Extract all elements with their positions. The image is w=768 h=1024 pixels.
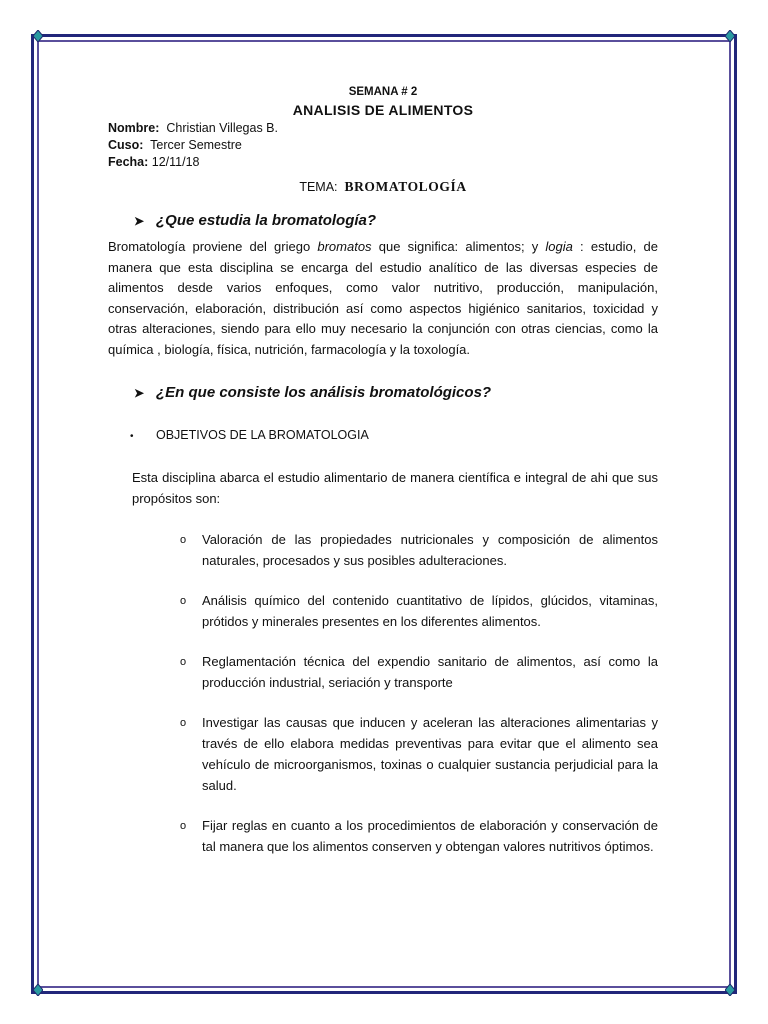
corner-ornament-icon [33, 30, 43, 42]
definition-paragraph [108, 237, 658, 361]
list-item [108, 712, 658, 796]
section-heading-text: ¿Que estudia la bromatología? [156, 212, 377, 229]
date-label: Fecha: [108, 155, 149, 169]
circle-bullet-icon: o [180, 819, 187, 832]
student-info [108, 120, 658, 171]
course-value: Tercer Semestre [150, 138, 242, 152]
list-item [108, 590, 658, 632]
section-heading-text: ¿En que consiste los análisis bromatológicos? [156, 383, 492, 401]
section-heading-analysis [134, 383, 658, 403]
course-label: Cuso: [108, 138, 144, 152]
document-body [108, 82, 658, 876]
name-value: Christian Villegas B. [166, 121, 278, 135]
objectives-heading: OBJETIVOS DE LA BROMATOLOGIA [156, 427, 369, 442]
name-row [108, 120, 658, 137]
term-bromatos: bromatos [317, 239, 372, 254]
circle-bullet-icon: o [180, 594, 187, 607]
objective-text: Análisis químico del contenido cuantitativo de lípidos, glúcidos, vitaminas, prótidos y minerales presentes en los diferentes alimentos. [202, 592, 658, 629]
objective-text: Valoración de las propiedades nutricionales y composición de alimentos naturales, procesados y sus posibles adulteraciones. [202, 531, 658, 568]
corner-ornament-icon [725, 30, 735, 42]
topic-line [108, 177, 658, 197]
circle-bullet-icon: o [180, 655, 187, 668]
arrow-bullet-icon: ➤ [134, 385, 145, 400]
bullet-icon: • [130, 430, 134, 442]
week-label: SEMANA # 2 [348, 86, 418, 98]
course-row [108, 137, 658, 154]
list-item [108, 529, 658, 571]
corner-ornament-icon [725, 984, 735, 996]
topic-value: BROMATOLOGÍA [344, 179, 467, 194]
circle-bullet-icon: o [180, 533, 187, 546]
date-row [108, 154, 658, 171]
objective-text: Fijar reglas en cuanto a los procedimientos de elaboración y conservación de tal manera que los alimentos conserven y obtengan valores nutritivos óptimos. [202, 817, 658, 854]
name-label: Nombre: [108, 121, 160, 135]
paragraph-text: : estudio, de manera que esta disciplina se encarga del estudio analítico de las diversas especies de alimentos desde varios enfoques, como valor nutritivo, producción, manipulación, conservación, elaboración, distribución así como aspectos higiénico sanitarios, toxicidad y otras alteraciones, siendo para ello muy necesario la conjunción con otras ciencias, como la química , biología, física, nutrición, farmacología y la toxología. [108, 239, 658, 357]
objectives-bullet [130, 425, 658, 447]
objectives-intro: Esta disciplina abarca el estudio alimentario de manera científica e integral de ahi que sus propósitos son: [132, 469, 658, 506]
list-item [108, 815, 658, 857]
term-logia: logia [545, 239, 573, 254]
arrow-bullet-icon: ➤ [134, 214, 145, 228]
paragraph-text: que significa: alimentos; y [371, 239, 546, 254]
paragraph-text: Bromatología proviene del griego [108, 239, 318, 254]
circle-bullet-icon: o [180, 716, 187, 729]
topic-label: TEMA: [299, 180, 338, 194]
corner-ornament-icon [33, 984, 43, 996]
objectives-list [108, 529, 658, 857]
document-title: ANALISIS DE ALIMENTOS [292, 102, 474, 118]
objective-text: Reglamentación técnica del expendio sanitario de alimentos, así como la producción industrial, seriación y transporte [202, 653, 658, 690]
section-heading-what-studies [134, 211, 658, 231]
objective-text: Investigar las causas que inducen y aceleran las alteraciones alimentarias y través de ello elabora medidas preventivas para evitar que el alimento sea vehículo de microorganismos, toxinas o cualquier sustancia perjudicial para la salud. [202, 714, 658, 793]
list-item [108, 651, 658, 693]
date-value: 12/11/18 [151, 155, 200, 169]
